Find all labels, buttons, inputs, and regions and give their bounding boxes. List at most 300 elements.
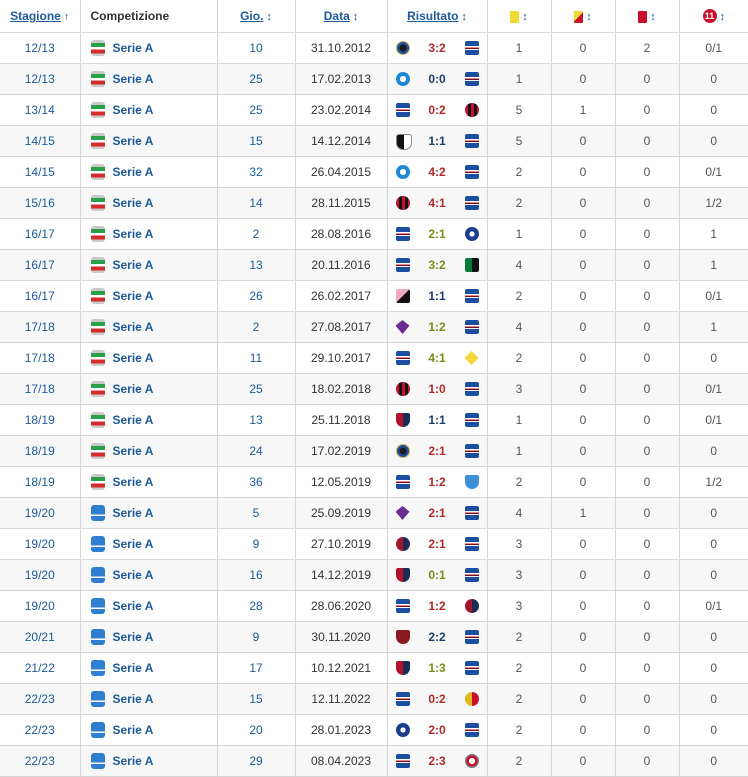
- round-cell[interactable]: [217, 188, 295, 219]
- round-link[interactable]: 9: [252, 630, 260, 644]
- season-link[interactable]: 16/17: [24, 227, 55, 241]
- round-link[interactable]: 13: [249, 413, 263, 427]
- sampdoria-crest-icon[interactable]: [465, 41, 479, 55]
- sampdoria-crest-icon[interactable]: [465, 506, 479, 520]
- competition-cell[interactable]: [80, 281, 217, 312]
- round-cell[interactable]: [217, 64, 295, 95]
- competition-cell[interactable]: [80, 405, 217, 436]
- round-cell[interactable]: [217, 95, 295, 126]
- fiorentina-crest-icon[interactable]: [396, 506, 410, 520]
- competition-cell[interactable]: [80, 250, 217, 281]
- season-cell[interactable]: [0, 405, 80, 436]
- result-cell[interactable]: [387, 591, 487, 622]
- cremonese-crest-icon[interactable]: [465, 754, 479, 768]
- competition-link[interactable]: Serie A: [112, 165, 154, 179]
- round-link[interactable]: 10: [249, 41, 263, 55]
- round-link[interactable]: 5: [252, 506, 260, 520]
- table-row[interactable]: [0, 374, 748, 405]
- yellow-red-cards-cell: [551, 64, 615, 95]
- table-row[interactable]: [0, 529, 748, 560]
- result-cell[interactable]: [387, 188, 487, 219]
- sampdoria-crest-icon[interactable]: [465, 661, 479, 675]
- result-cell[interactable]: [387, 281, 487, 312]
- competition-link[interactable]: Serie A: [112, 723, 154, 737]
- bologna-crest-icon[interactable]: [396, 537, 410, 551]
- round-link[interactable]: 25: [249, 382, 263, 396]
- round-link[interactable]: 24: [249, 444, 263, 458]
- round-link[interactable]: 36: [249, 475, 263, 489]
- match-score-link[interactable]: 4:1: [428, 196, 446, 210]
- result-cell[interactable]: [387, 653, 487, 684]
- season-link[interactable]: 21/22: [24, 661, 55, 675]
- chievo-crest-icon[interactable]: [465, 351, 479, 365]
- season-link[interactable]: 18/19: [24, 413, 55, 427]
- competition-link[interactable]: Serie A: [112, 134, 154, 148]
- season-link[interactable]: 19/20: [24, 537, 55, 551]
- competition-cell[interactable]: [80, 157, 217, 188]
- sort-asc-icon[interactable]: ↑: [63, 11, 70, 23]
- season-link[interactable]: 17/18: [24, 382, 55, 396]
- penalties-cell: [679, 188, 748, 219]
- sampdoria-crest-icon[interactable]: [396, 227, 410, 241]
- yellow-red-cards-count: 0: [579, 351, 587, 365]
- result-cell[interactable]: [387, 622, 487, 653]
- competition-link[interactable]: Serie A: [112, 103, 154, 117]
- sampdoria-crest-icon[interactable]: [396, 475, 410, 489]
- season-link[interactable]: 19/20: [24, 506, 55, 520]
- round-link[interactable]: 26: [249, 289, 263, 303]
- table-row[interactable]: [0, 436, 748, 467]
- result-column-header[interactable]: [387, 0, 487, 33]
- round-cell[interactable]: [217, 529, 295, 560]
- sort-icon[interactable]: ↕: [719, 10, 725, 23]
- competition-link[interactable]: Serie A: [112, 568, 154, 582]
- season-link[interactable]: 14/15: [24, 134, 55, 148]
- round-link[interactable]: 29: [249, 754, 263, 768]
- competition-cell[interactable]: [80, 560, 217, 591]
- season-cell[interactable]: [0, 374, 80, 405]
- yellow-card-column-header[interactable]: [487, 0, 551, 33]
- red-cards-cell: [615, 498, 679, 529]
- penalty-column-header[interactable]: [679, 0, 748, 33]
- match-score-link[interactable]: 1:2: [428, 475, 446, 489]
- season-cell[interactable]: [0, 684, 80, 715]
- round-cell[interactable]: [217, 715, 295, 746]
- table-row[interactable]: [0, 33, 748, 64]
- sort-icon[interactable]: ↕: [586, 11, 592, 23]
- match-score-link[interactable]: 3:2: [428, 41, 446, 55]
- competition-cell[interactable]: [80, 343, 217, 374]
- season-cell[interactable]: [0, 529, 80, 560]
- competition-cell[interactable]: [80, 591, 217, 622]
- result-cell[interactable]: [387, 436, 487, 467]
- round-link[interactable]: 9: [252, 537, 260, 551]
- competition-link[interactable]: Serie A: [112, 630, 154, 644]
- season-link[interactable]: 15/16: [24, 196, 55, 210]
- season-cell[interactable]: [0, 715, 80, 746]
- competition-cell[interactable]: [80, 33, 217, 64]
- match-score-link[interactable]: 4:1: [428, 351, 446, 365]
- competition-link[interactable]: Serie A: [112, 754, 154, 768]
- match-score-link[interactable]: 2:0: [428, 723, 446, 737]
- season-cell[interactable]: [0, 312, 80, 343]
- milan-crest-icon[interactable]: [465, 103, 479, 117]
- season-link[interactable]: 20/21: [24, 630, 55, 644]
- sampdoria-crest-icon[interactable]: [465, 537, 479, 551]
- penalties-cell: [679, 622, 748, 653]
- season-cell[interactable]: [0, 188, 80, 219]
- competition-link[interactable]: Serie A: [112, 227, 154, 241]
- result-cell[interactable]: [387, 343, 487, 374]
- sampdoria-crest-icon[interactable]: [465, 444, 479, 458]
- round-link[interactable]: 20: [249, 723, 263, 737]
- round-cell[interactable]: [217, 560, 295, 591]
- result-cell[interactable]: [387, 529, 487, 560]
- competition-cell[interactable]: [80, 374, 217, 405]
- result-header-label[interactable]: Risultato: [407, 9, 459, 23]
- season-header-label[interactable]: Stagione: [10, 9, 61, 23]
- result-cell[interactable]: [387, 312, 487, 343]
- yellow-red-cards-cell: [551, 529, 615, 560]
- table-row[interactable]: [0, 95, 748, 126]
- season-cell[interactable]: [0, 653, 80, 684]
- season-link[interactable]: 22/23: [24, 723, 55, 737]
- atalanta-crest-icon[interactable]: [465, 227, 479, 241]
- red-cards-count: 0: [643, 630, 651, 644]
- red-cards-cell: [615, 64, 679, 95]
- competition-link[interactable]: Serie A: [112, 475, 154, 489]
- round-link[interactable]: 15: [249, 134, 263, 148]
- yellow-red-cards-cell: [551, 219, 615, 250]
- milan-crest-icon[interactable]: [396, 196, 410, 210]
- competition-cell[interactable]: [80, 312, 217, 343]
- lecce-crest-icon[interactable]: [465, 692, 479, 706]
- season-link[interactable]: 12/13: [24, 72, 55, 86]
- season-link[interactable]: 18/19: [24, 444, 55, 458]
- round-cell[interactable]: [217, 219, 295, 250]
- round-cell[interactable]: [217, 591, 295, 622]
- match-score-link[interactable]: 1:3: [428, 661, 446, 675]
- sort-icon[interactable]: ↕: [461, 11, 467, 23]
- table-row[interactable]: [0, 715, 748, 746]
- match-score-link[interactable]: 3:2: [428, 258, 446, 272]
- round-cell[interactable]: [217, 281, 295, 312]
- competition-cell[interactable]: [80, 126, 217, 157]
- table-row[interactable]: [0, 591, 748, 622]
- season-link[interactable]: 18/19: [24, 475, 55, 489]
- round-link[interactable]: 25: [249, 72, 263, 86]
- season-link[interactable]: 16/17: [24, 289, 55, 303]
- result-cell[interactable]: [387, 157, 487, 188]
- competition-link[interactable]: Serie A: [112, 196, 154, 210]
- round-link[interactable]: 13: [249, 258, 263, 272]
- palermo-crest-icon[interactable]: [396, 289, 410, 303]
- result-cell[interactable]: [387, 715, 487, 746]
- table-row[interactable]: [0, 250, 748, 281]
- table-header-row: [0, 0, 748, 33]
- sampdoria-crest-icon[interactable]: [465, 413, 479, 427]
- round-cell[interactable]: [217, 312, 295, 343]
- penalties-cell: [679, 684, 748, 715]
- table-row[interactable]: [0, 188, 748, 219]
- competition-link[interactable]: Serie A: [112, 444, 154, 458]
- season-cell[interactable]: [0, 498, 80, 529]
- match-score-link[interactable]: 1:2: [428, 599, 446, 613]
- competition-link[interactable]: Serie A: [112, 320, 154, 334]
- season-cell[interactable]: [0, 250, 80, 281]
- date-column-header[interactable]: [295, 0, 387, 33]
- round-cell[interactable]: [217, 126, 295, 157]
- inter-crest-icon[interactable]: [396, 444, 410, 458]
- season-link[interactable]: 12/13: [24, 41, 55, 55]
- season-link[interactable]: 22/23: [24, 692, 55, 706]
- sampdoria-crest-icon[interactable]: [465, 196, 479, 210]
- result-cell[interactable]: [387, 64, 487, 95]
- competition-link[interactable]: Serie A: [112, 506, 154, 520]
- yellow-red-cards-cell: [551, 560, 615, 591]
- table-row[interactable]: [0, 281, 748, 312]
- competition-cell[interactable]: [80, 653, 217, 684]
- season-cell[interactable]: [0, 219, 80, 250]
- sort-icon[interactable]: ↕: [650, 11, 656, 23]
- competition-cell[interactable]: [80, 467, 217, 498]
- match-score-link[interactable]: 0:2: [428, 692, 446, 706]
- table-row[interactable]: [0, 498, 748, 529]
- round-link[interactable]: 2: [252, 320, 260, 334]
- yellow-red-card-column-header[interactable]: [551, 0, 615, 33]
- round-cell[interactable]: [217, 405, 295, 436]
- sampdoria-crest-icon[interactable]: [465, 723, 479, 737]
- season-cell[interactable]: [0, 95, 80, 126]
- result-cell[interactable]: [387, 250, 487, 281]
- competition-cell[interactable]: [80, 529, 217, 560]
- sassuolo-crest-icon[interactable]: [465, 258, 479, 272]
- competition-cell[interactable]: [80, 498, 217, 529]
- round-link[interactable]: 15: [249, 692, 263, 706]
- round-cell[interactable]: [217, 374, 295, 405]
- competition-cell[interactable]: [80, 684, 217, 715]
- season-link[interactable]: 17/18: [24, 320, 55, 334]
- result-cell[interactable]: [387, 126, 487, 157]
- competition-cell[interactable]: [80, 715, 217, 746]
- season-link[interactable]: 22/23: [24, 754, 55, 768]
- season-cell[interactable]: [0, 436, 80, 467]
- round-link[interactable]: 2: [252, 227, 260, 241]
- table-row[interactable]: [0, 467, 748, 498]
- date-header-label[interactable]: Data: [323, 9, 350, 23]
- red-card-column-header[interactable]: [615, 0, 679, 33]
- season-cell[interactable]: [0, 126, 80, 157]
- table-row[interactable]: [0, 312, 748, 343]
- competition-link[interactable]: Serie A: [112, 258, 154, 272]
- result-cell[interactable]: [387, 467, 487, 498]
- round-cell[interactable]: [217, 467, 295, 498]
- round-cell[interactable]: [217, 250, 295, 281]
- empoli-crest-icon[interactable]: [465, 475, 479, 489]
- fiorentina-crest-icon[interactable]: [396, 320, 410, 334]
- penalties-cell: [679, 560, 748, 591]
- table-row[interactable]: [0, 126, 748, 157]
- sampdoria-crest-icon[interactable]: [465, 320, 479, 334]
- round-column-header[interactable]: [217, 0, 295, 33]
- competition-link[interactable]: Serie A: [112, 413, 154, 427]
- round-cell[interactable]: [217, 157, 295, 188]
- competition-link[interactable]: Serie A: [112, 72, 154, 86]
- result-cell[interactable]: [387, 560, 487, 591]
- competition-link[interactable]: Serie A: [112, 351, 154, 365]
- round-cell[interactable]: [217, 653, 295, 684]
- penalties-cell: [679, 529, 748, 560]
- table-row[interactable]: [0, 157, 748, 188]
- season-cell[interactable]: [0, 281, 80, 312]
- inter-crest-icon[interactable]: [396, 41, 410, 55]
- match-score-link[interactable]: 2:1: [428, 537, 446, 551]
- result-cell[interactable]: [387, 219, 487, 250]
- competition-cell[interactable]: [80, 622, 217, 653]
- result-cell[interactable]: [387, 498, 487, 529]
- torino-crest-icon[interactable]: [396, 630, 410, 644]
- result-cell[interactable]: [387, 405, 487, 436]
- result-cell[interactable]: [387, 33, 487, 64]
- result-cell[interactable]: [387, 684, 487, 715]
- match-score-link[interactable]: 4:2: [428, 165, 446, 179]
- table-row[interactable]: [0, 560, 748, 591]
- milan-crest-icon[interactable]: [396, 382, 410, 396]
- table-row[interactable]: [0, 622, 748, 653]
- match-date: 27.08.2017: [310, 320, 372, 334]
- round-cell[interactable]: [217, 622, 295, 653]
- competition-cell[interactable]: [80, 436, 217, 467]
- competition-link[interactable]: Serie A: [112, 289, 154, 303]
- competition-link[interactable]: Serie A: [112, 692, 154, 706]
- sort-icon[interactable]: ↕: [266, 11, 272, 23]
- sampdoria-crest-icon[interactable]: [465, 630, 479, 644]
- sampdoria-crest-icon[interactable]: [465, 568, 479, 582]
- match-score-link[interactable]: 2:3: [428, 754, 446, 768]
- season-link[interactable]: 13/14: [24, 103, 55, 117]
- juventus-crest-icon[interactable]: [396, 134, 412, 150]
- competition-cell[interactable]: [80, 64, 217, 95]
- round-link[interactable]: 14: [249, 196, 263, 210]
- competition-cell[interactable]: [80, 95, 217, 126]
- round-link[interactable]: 32: [249, 165, 263, 179]
- napoli-crest-icon[interactable]: [396, 72, 410, 86]
- competition-link[interactable]: Serie A: [112, 537, 154, 551]
- match-score-link[interactable]: 0:1: [428, 568, 446, 582]
- sampdoria-crest-icon[interactable]: [396, 754, 410, 768]
- season-cell[interactable]: [0, 343, 80, 374]
- round-link[interactable]: 28: [249, 599, 263, 613]
- sampdoria-crest-icon[interactable]: [465, 382, 479, 396]
- competition-link[interactable]: Serie A: [112, 382, 154, 396]
- table-row[interactable]: [0, 343, 748, 374]
- match-score-link[interactable]: 0:2: [428, 103, 446, 117]
- match-score-link[interactable]: 2:1: [428, 506, 446, 520]
- season-cell[interactable]: [0, 33, 80, 64]
- genoa-crest-icon[interactable]: [396, 568, 410, 582]
- table-row[interactable]: [0, 64, 748, 95]
- season-cell[interactable]: [0, 560, 80, 591]
- sampdoria-crest-icon[interactable]: [396, 692, 410, 706]
- round-header-label[interactable]: Gio.: [240, 9, 264, 23]
- genoa-crest-icon[interactable]: [396, 661, 410, 675]
- match-score-link[interactable]: 1:2: [428, 320, 446, 334]
- match-score-link[interactable]: 2:2: [428, 630, 446, 644]
- season-cell[interactable]: [0, 64, 80, 95]
- season-column-header[interactable]: [0, 0, 80, 33]
- sampdoria-crest-icon[interactable]: [465, 72, 479, 86]
- season-link[interactable]: 17/18: [24, 351, 55, 365]
- round-cell[interactable]: [217, 343, 295, 374]
- season-cell[interactable]: [0, 591, 80, 622]
- napoli-crest-icon[interactable]: [396, 165, 410, 179]
- table-row[interactable]: [0, 405, 748, 436]
- round-cell[interactable]: [217, 684, 295, 715]
- season-link[interactable]: 19/20: [24, 568, 55, 582]
- competition-cell[interactable]: [80, 219, 217, 250]
- table-row[interactable]: [0, 219, 748, 250]
- season-link[interactable]: 16/17: [24, 258, 55, 272]
- table-row[interactable]: [0, 653, 748, 684]
- match-score-link[interactable]: 0:0: [428, 72, 446, 86]
- genoa-crest-icon[interactable]: [396, 413, 410, 427]
- penalties-count: 0: [710, 723, 718, 737]
- season-link[interactable]: 14/15: [24, 165, 55, 179]
- match-score-link[interactable]: 2:1: [428, 227, 446, 241]
- match-score-link[interactable]: 2:1: [428, 444, 446, 458]
- sampdoria-crest-icon[interactable]: [396, 599, 410, 613]
- season-cell[interactable]: [0, 622, 80, 653]
- sort-icon[interactable]: ↕: [352, 11, 359, 23]
- atalanta-crest-icon[interactable]: [396, 723, 410, 737]
- round-cell[interactable]: [217, 436, 295, 467]
- match-score-link[interactable]: 1:1: [428, 413, 446, 427]
- red-cards-cell: [615, 560, 679, 591]
- sampdoria-crest-icon[interactable]: [465, 134, 479, 148]
- yellow-cards-cell: [487, 529, 551, 560]
- competition-link[interactable]: Serie A: [112, 661, 154, 675]
- season-cell[interactable]: [0, 467, 80, 498]
- sampdoria-crest-icon[interactable]: [465, 289, 479, 303]
- round-link[interactable]: 17: [249, 661, 263, 675]
- season-cell[interactable]: [0, 157, 80, 188]
- sampdoria-crest-icon[interactable]: [465, 165, 479, 179]
- sampdoria-crest-icon[interactable]: [396, 258, 410, 272]
- match-score-link[interactable]: 1:0: [428, 382, 446, 396]
- yellow-cards-cell: [487, 281, 551, 312]
- sampdoria-crest-icon[interactable]: [396, 351, 410, 365]
- yellow-red-cards-cell: [551, 405, 615, 436]
- round-link[interactable]: 16: [249, 568, 263, 582]
- sampdoria-crest-icon[interactable]: [396, 103, 410, 117]
- sort-icon[interactable]: ↕: [522, 11, 528, 23]
- yellow-red-cards-count: 0: [579, 568, 587, 582]
- competition-cell[interactable]: [80, 188, 217, 219]
- match-score-link[interactable]: 1:1: [428, 134, 446, 148]
- round-cell[interactable]: [217, 33, 295, 64]
- season-link[interactable]: 19/20: [24, 599, 55, 613]
- competition-link[interactable]: Serie A: [112, 41, 154, 55]
- result-cell[interactable]: [387, 95, 487, 126]
- result-cell[interactable]: [387, 374, 487, 405]
- round-link[interactable]: 11: [249, 351, 263, 365]
- match-score-link[interactable]: 1:1: [428, 289, 446, 303]
- bologna-crest-icon[interactable]: [465, 599, 479, 613]
- round-cell[interactable]: [217, 498, 295, 529]
- table-row[interactable]: [0, 684, 748, 715]
- round-link[interactable]: 25: [249, 103, 263, 117]
- competition-link[interactable]: Serie A: [112, 599, 154, 613]
